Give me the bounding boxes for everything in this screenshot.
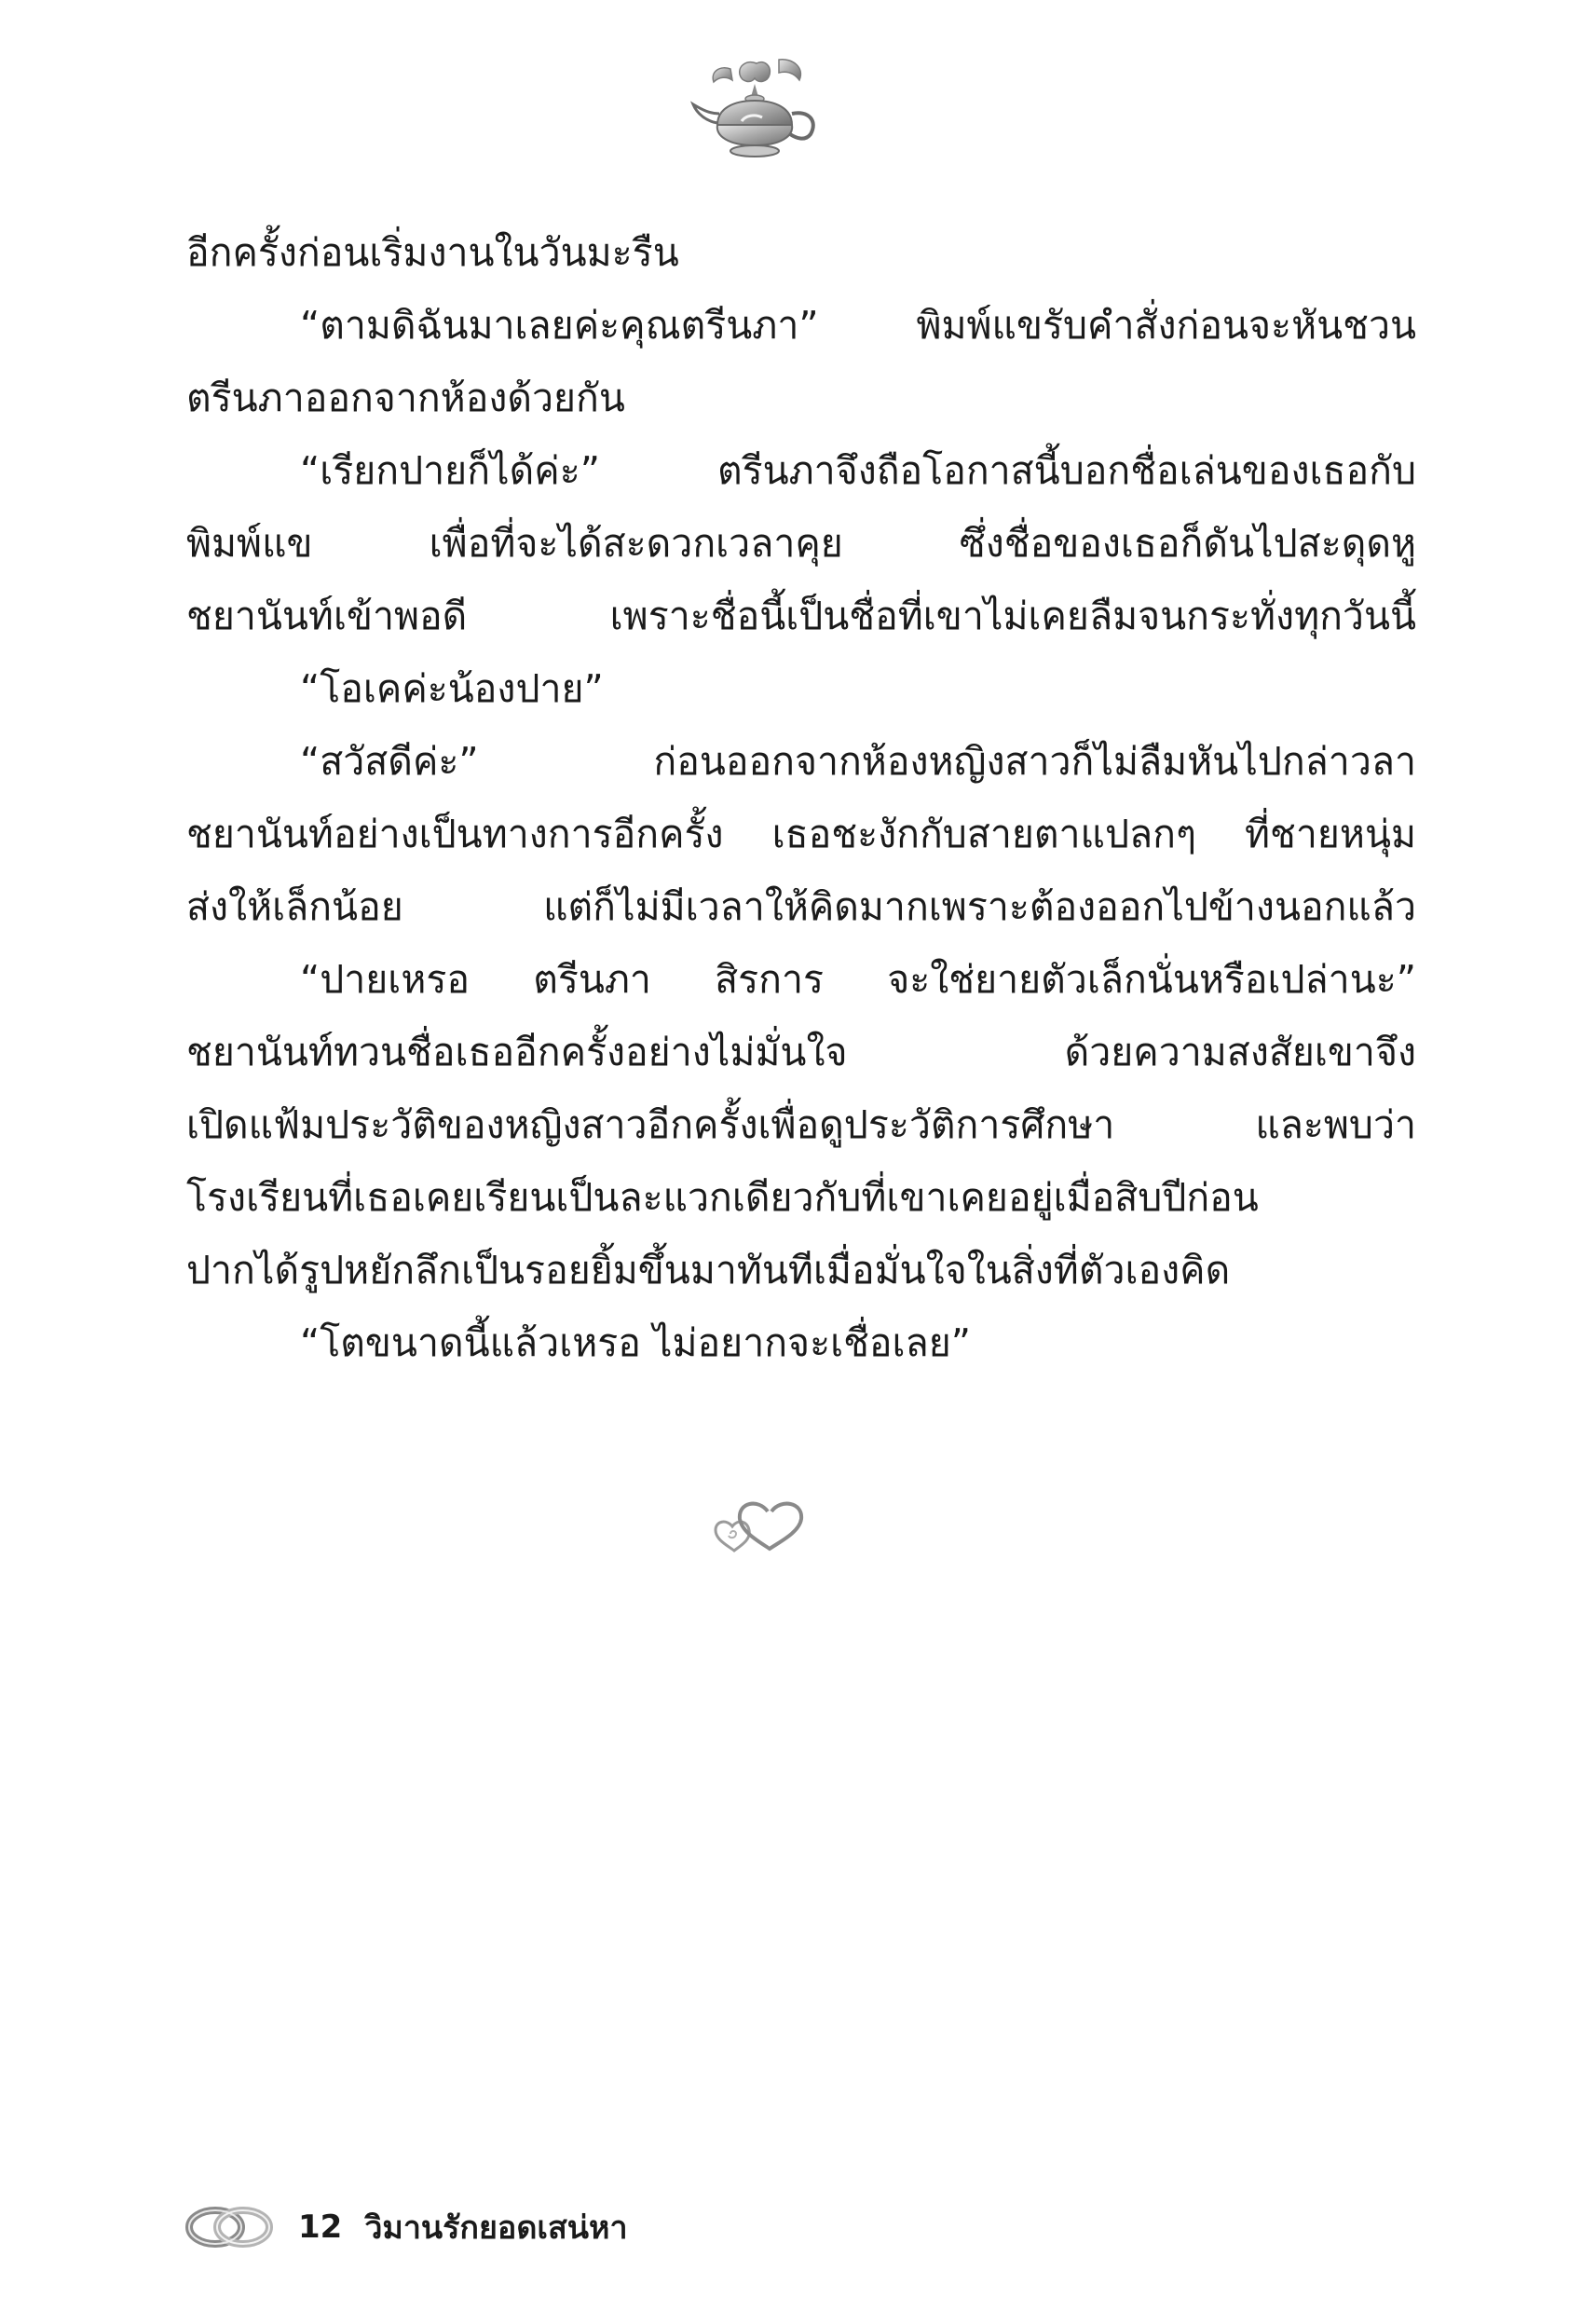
page-footer	[183, 2199, 628, 2255]
story-line: “สวัสดีค่ะ” ก่อนออกจากห้องหญิงสาวก็ไม่ลืมหันไปกล่าวลา	[300, 739, 1416, 784]
book-title: วิมานรักยอดเสน่หา	[364, 2209, 628, 2247]
story-line: อีกครั้งก่อนเริ่มงานในวันมะรืน	[186, 230, 679, 275]
story-line: เปิดแฟ้มประวัติของหญิงสาวอีกครั้งเพื่อดูประวัติการศึกษา และพบว่า	[186, 1102, 1416, 1147]
story-line: “ปายเหรอ ตรีนภา สิรการ จะใช่ยายตัวเล็กนั่นหรือเปล่านะ”	[300, 957, 1416, 1002]
page-number: 12	[298, 2208, 343, 2246]
story-line: โรงเรียนที่เธอเคยเรียนเป็นละแวกเดียวกับที่เขาเคยอยู่เมื่อสิบปีก่อน	[186, 1175, 1259, 1220]
interlocked-rings-icon	[183, 2201, 276, 2253]
story-text	[186, 216, 1416, 1379]
story-line: ตรีนภาออกจากห้องด้วยกัน	[186, 376, 625, 420]
story-line: ชยานันท์เข้าพอดี เพราะชื่อนี้เป็นชื่อที่เขาไม่เคยลืมจนกระทั่งทุกวันนี้	[186, 594, 1416, 638]
story-line: พิมพ์แข เพื่อที่จะได้สะดวกเวลาคุย ซึ่งชื่อของเธอก็ดันไปสะดุดหู	[186, 521, 1416, 566]
story-line: “ตามดิฉันมาเลยค่ะคุณตรีนภา” พิมพ์แขรับคำสั่งก่อนจะหันชวน	[300, 303, 1416, 348]
story-line: ปากได้รูปหยักลึกเป็นรอยยิ้มขึ้นมาทันทีเมื่อมั่นใจในสิ่งที่ตัวเองคิด	[186, 1248, 1231, 1292]
story-line: ชยานันท์อย่างเป็นทางการอีกครั้ง เธอชะงักกับสายตาแปลกๆ ที่ชายหนุ่ม	[186, 812, 1416, 856]
double-heart-icon	[706, 1491, 809, 1556]
story-line: “โตขนาดนี้แล้วเหรอ ไม่อยากจะเชื่อเลย”	[300, 1320, 971, 1365]
story-line: ส่งให้เล็กน้อย แต่ก็ไม่มีเวลาให้คิดมากเพราะต้องออกไปข้างนอกแล้ว	[186, 884, 1416, 929]
story-line: “เรียกปายก็ได้ค่ะ” ตรีนภาจึงถือโอกาสนี้บอกชื่อเล่นของเธอกับ	[300, 448, 1416, 493]
story-line: ชยานันท์ทวนชื่อเธออีกครั้งอย่างไม่มั่นใจ ด้วยความสงสัยเขาจึง	[186, 1030, 1416, 1074]
story-line: “โอเคค่ะน้องปาย”	[300, 666, 604, 711]
teapot-cupid-icon	[689, 56, 820, 177]
